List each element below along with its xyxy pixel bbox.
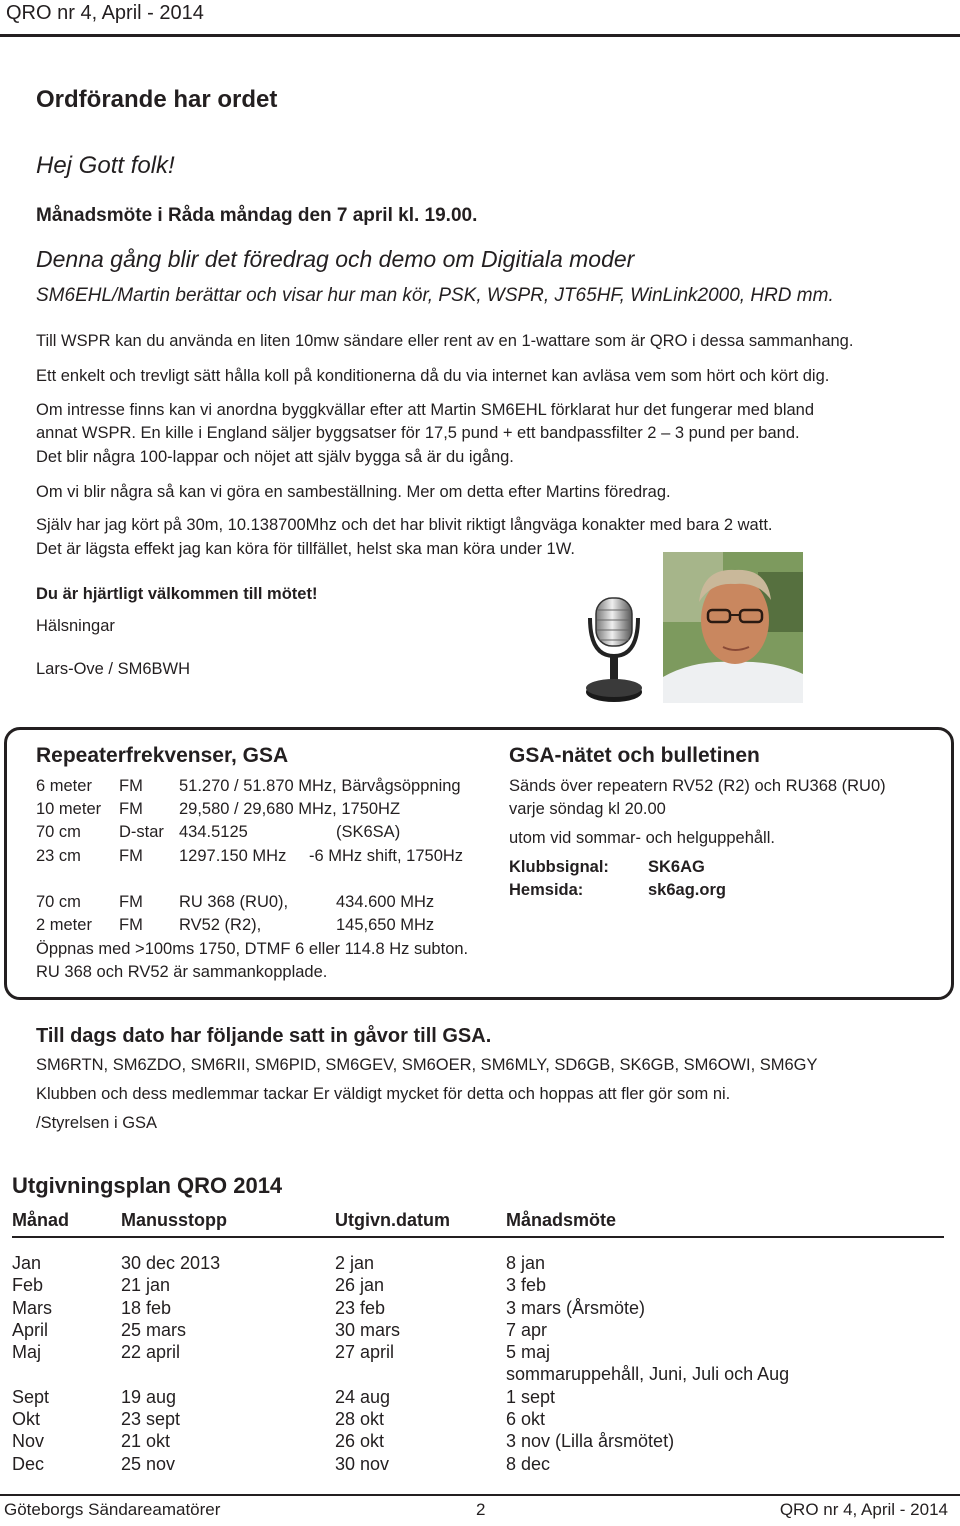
paragraph-build-l3: Det blir några 100-lappar och nöjet att själv bygga så är du igång.: [36, 448, 514, 466]
paragraph-order: Om vi blir några så kan vi göra en sambeställning. Mer om detta efter Martins föredrag.: [36, 483, 671, 501]
cell-meeting: 8 dec: [506, 1453, 551, 1474]
cell-release-date: 27 april: [335, 1342, 395, 1363]
cell-release-date: 30 nov: [335, 1453, 390, 1474]
cell-meeting: 3 nov (Lilla årsmötet): [506, 1431, 675, 1452]
homepage-link[interactable]: sk6ag.org: [648, 881, 726, 899]
footer-rule: [0, 1494, 960, 1496]
repeater-note: 145,650 MHz: [336, 916, 435, 934]
schedule-header-row: [12, 1210, 944, 1237]
cell-manuscript-stop: 25 mars: [121, 1319, 187, 1340]
repeater-open-text: Öppnas med >100ms 1750, DTMF 6 eller 114.8 Hz subton.: [36, 940, 469, 958]
cell-manuscript-stop: 25 nov: [121, 1453, 176, 1474]
cell-release-date: 26 jan: [335, 1275, 385, 1296]
cell-month: Jan: [12, 1253, 42, 1273]
schedule-title: Utgivningsplan QRO 2014: [12, 1173, 283, 1198]
cell-month: [12, 1363, 121, 1385]
gifts-callsigns: SM6RTN, SM6ZDO, SM6RII, SM6PID, SM6GEV, SM6OER, SM6MLY, SD6GB, SK6GB, SM6OWI, SM6GY: [36, 1056, 818, 1074]
cell-meeting: 8 jan: [506, 1253, 546, 1273]
cell-manuscript-stop: 22 april: [121, 1342, 181, 1363]
schedule-table: [12, 1210, 944, 1475]
club-signal-label: Klubbsignal:: [509, 858, 609, 876]
gifts-signature: /Styrelsen i GSA: [36, 1114, 158, 1132]
page-number: 2: [476, 1500, 486, 1519]
col-header-month: Månad: [12, 1210, 121, 1237]
col-header-release-date: Utgivn.datum: [335, 1210, 506, 1237]
meeting-notice: Månadsmöte i Råda måndag den 7 april kl. 19.00.: [36, 205, 478, 226]
article-title: Ordförande har ordet: [36, 86, 278, 113]
cell-release-date: 28 okt: [335, 1409, 385, 1430]
repeater-freq: 51.270 / 51.870 MHz, Bärvågsöppning: [179, 777, 461, 795]
cell-meeting: 6 okt: [506, 1409, 546, 1430]
cell-release-date: 26 okt: [335, 1431, 385, 1452]
cell-meeting: 1 sept: [506, 1386, 556, 1407]
gsa-net-line: varje söndag kl 20.00: [509, 800, 666, 818]
cell-meeting: 3 feb: [506, 1275, 547, 1296]
table-row: [12, 1297, 944, 1319]
gifts-thanks: Klubben och dess medlemmar tackar Er väldigt mycket för detta och hoppas att fler gör som ni.: [36, 1085, 731, 1103]
article-greeting: Hej Gott folk!: [36, 152, 175, 179]
repeater-freq: 1297.150 MHz: [179, 847, 287, 865]
repeater-band: 10 meter: [36, 800, 102, 818]
repeater-band: 2 meter: [36, 916, 92, 934]
regards-text: Hälsningar: [36, 617, 115, 635]
table-row: [12, 1363, 944, 1385]
cell-month: Sept: [12, 1386, 50, 1407]
cell-month: Nov: [12, 1431, 45, 1452]
table-row: [12, 1274, 944, 1296]
paragraph-30m-l2: Det är lägsta effekt jag kan köra för tillfället, helst ska man köra under 1W.: [36, 540, 575, 558]
repeater-band: 70 cm: [36, 823, 81, 841]
table-row: [12, 1237, 944, 1274]
cell-manuscript-stop: 21 okt: [121, 1431, 171, 1452]
cell-manuscript-stop: 19 aug: [121, 1386, 177, 1407]
article-subtitle: Denna gång blir det föredrag och demo om Digitiala moder: [36, 246, 635, 272]
table-row: [12, 1341, 944, 1363]
cell-release-date: 2 jan: [335, 1253, 375, 1273]
paragraph-30m-l1: Själv har jag kört på 30m, 10.138700Mhz och det har blivit riktigt långväga konakter med bara 2 watt.: [36, 516, 773, 534]
cell-month: Maj: [12, 1342, 42, 1363]
cell-release-date: 23 feb: [335, 1297, 386, 1318]
repeater-note: -6 MHz shift, 1750Hz: [309, 847, 464, 865]
table-row: [12, 1319, 944, 1341]
footer-publisher: Göteborgs Sändareamatörer: [4, 1500, 221, 1519]
cell-manuscript-stop: 21 jan: [121, 1275, 171, 1296]
cell-month: April: [12, 1319, 49, 1340]
gifts-title: Till dags dato har följande satt in gåvor till GSA.: [36, 1025, 492, 1047]
table-row: [12, 1430, 944, 1452]
cell-manuscript-stop: 18 feb: [121, 1297, 172, 1318]
header-title: QRO nr 4, April - 2014: [6, 2, 204, 24]
repeater-band: 23 cm: [36, 847, 81, 865]
repeater-note: (SK6SA): [336, 823, 401, 841]
repeater-mode: FM: [119, 777, 143, 795]
table-row: [12, 1386, 944, 1408]
table-row: [12, 1453, 944, 1475]
gsa-net-title: GSA-nätet och bulletinen: [509, 744, 760, 767]
repeater-freq: RV52 (R2),: [179, 916, 262, 934]
paragraph-conditions: Ett enkelt och trevligt sätt hålla koll på konditionerna då du via internet kan avläsa vem som hört och kört dig.: [36, 367, 830, 385]
repeater-freq: 29,580 / 29,680 MHz, 1750HZ: [179, 800, 401, 818]
signature-text: Lars-Ove / SM6BWH: [36, 660, 191, 678]
header-rule: [0, 34, 960, 37]
repeater-mode: FM: [119, 847, 143, 865]
cell-month: Feb: [12, 1275, 44, 1296]
club-signal-value: SK6AG: [648, 858, 705, 876]
cell-meeting: 5 maj: [506, 1342, 551, 1363]
footer-issue: QRO nr 4, April - 2014: [779, 1500, 948, 1519]
cell-month: Dec: [12, 1453, 45, 1474]
cell-manuscript-stop: [121, 1363, 335, 1385]
cell-manuscript-stop: 30 dec 2013: [121, 1253, 221, 1273]
repeater-mode: FM: [119, 893, 143, 911]
paragraph-build-l1: Om intresse finns kan vi anordna byggkvällar efter att Martin SM6EHL förklarat hur det fungerar med bland: [36, 401, 815, 419]
cell-release-date: 30 mars: [335, 1319, 401, 1340]
gsa-net-line: Sänds över repeatern RV52 (R2) och RU368 (RU0): [509, 777, 886, 795]
paragraph-build-l2: annat WSPR. En kille i England säljer byggsatser för 17,5 pund + ett bandpassfilter 2 – 3 pund per band.: [36, 424, 800, 442]
portrait-photo: [663, 552, 803, 703]
repeater-note: 434.600 MHz: [336, 893, 435, 911]
cell-release-date: [335, 1363, 506, 1385]
repeater-band: 6 meter: [36, 777, 92, 795]
repeater-title: Repeaterfrekvenser, GSA: [36, 744, 289, 767]
gsa-net-line: utom vid sommar- och helguppehåll.: [509, 829, 775, 847]
paragraph-wspr: Till WSPR kan du använda en liten 10mw sändare eller rent av en 1-wattare som är QRO i dessa sammanhang.: [36, 332, 854, 350]
table-row: [12, 1408, 944, 1430]
col-header-monthly-meeting: Månadsmöte: [506, 1210, 944, 1237]
cell-manuscript-stop: 23 sept: [121, 1409, 181, 1430]
repeater-mode: FM: [119, 800, 143, 818]
repeater-freq: RU 368 (RU0),: [179, 893, 289, 911]
cell-month: Okt: [12, 1409, 41, 1430]
welcome-text: Du är hjärtligt välkommen till mötet!: [36, 585, 318, 603]
repeater-mode: FM: [119, 916, 143, 934]
cell-release-date: 24 aug: [335, 1386, 391, 1407]
repeater-band: 70 cm: [36, 893, 81, 911]
cell-meeting: 3 mars (Årsmöte): [506, 1297, 646, 1318]
cell-meeting: sommaruppehåll, Juni, Juli och Aug: [506, 1364, 790, 1385]
microphone-image: [580, 590, 650, 705]
cell-meeting: 7 apr: [506, 1319, 548, 1340]
cell-month: Mars: [12, 1297, 52, 1318]
repeater-freq: 434.5125: [179, 823, 248, 841]
homepage-label: Hemsida:: [509, 881, 584, 899]
article-subtitle-2: SM6EHL/Martin berättar och visar hur man kör, PSK, WSPR, JT65HF, WinLink2000, HRD mm.: [36, 285, 834, 306]
repeater-mode: D-star: [119, 823, 164, 841]
repeater-linked-text: RU 368 och RV52 är sammankopplade.: [36, 963, 328, 981]
col-header-manuscript-stop: Manusstopp: [121, 1210, 335, 1237]
page-header: [0, 0, 960, 30]
